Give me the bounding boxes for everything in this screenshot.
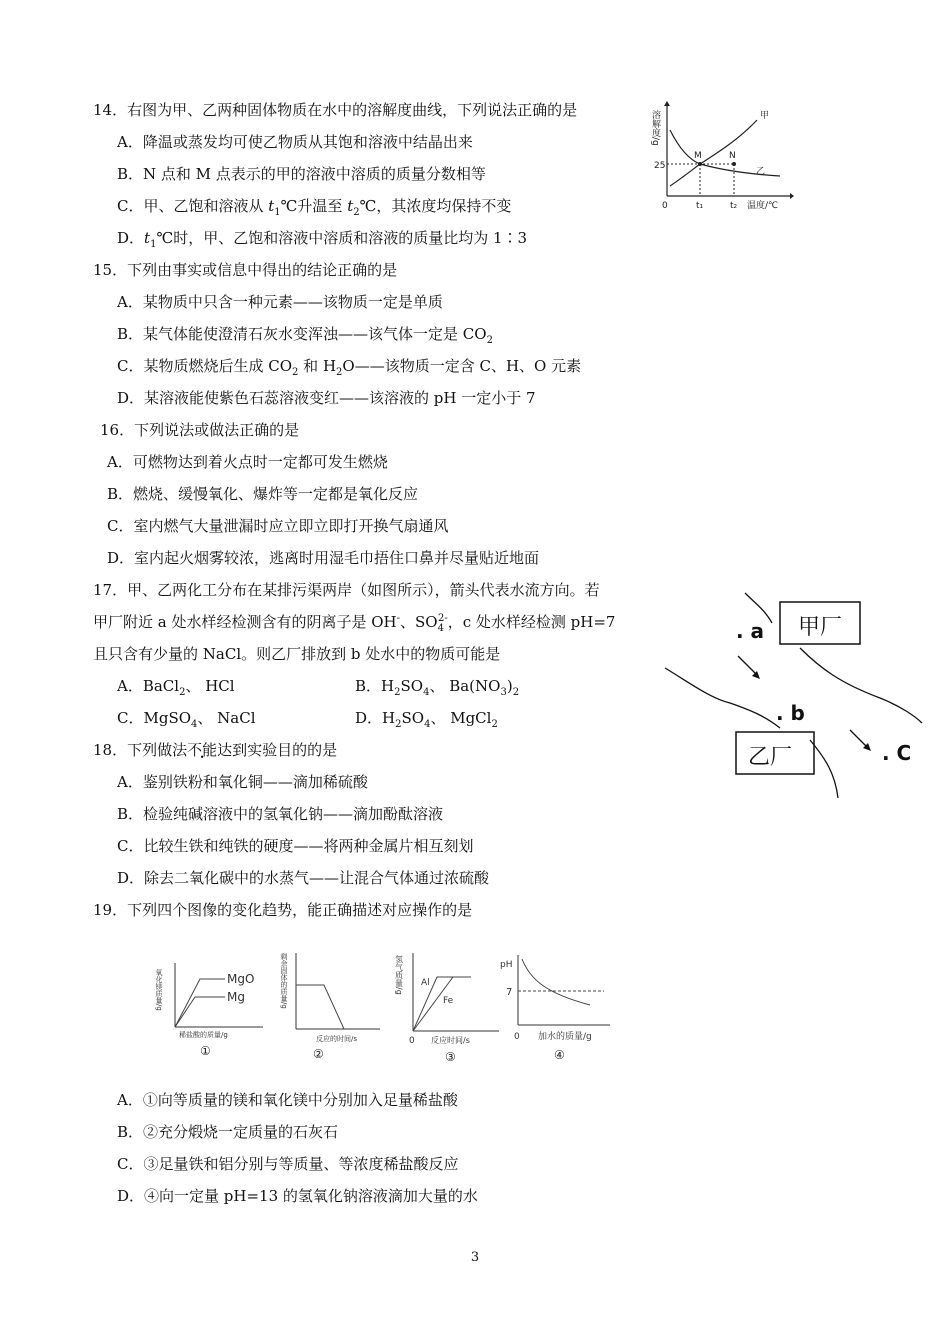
q17-option-d: D．$H_2SO_4$、 MgCl$_2$ [355, 709, 498, 730]
factory-jia-label: 甲厂 [798, 615, 843, 640]
g1-number: ① [200, 1044, 211, 1058]
q15-option-c: C．某物质燃烧后生成 $CO_2$ 和 $H_2O——$该物质一定含 C、H、O 元素 [117, 357, 582, 378]
g4-curve [522, 959, 590, 1005]
solubility-origin: 0 [662, 201, 668, 211]
g3-ylabel: 氢气质量/g [394, 955, 404, 995]
point-b-label: . b [776, 701, 805, 725]
q19-option-c: C．③足量铁和铝分别与等质量、等浓度稀盐酸反应 [117, 1155, 459, 1173]
g4-seven: 7 [506, 987, 513, 998]
g1-mg-label: Mg [227, 990, 245, 1004]
graph-3 [395, 945, 505, 1063]
q18-stem: 18．下列做法不能达到实验目的的是 [93, 741, 338, 759]
q19-stem: 19．下列四个图像的变化趋势，能正确描述对应操作的是 [93, 901, 473, 919]
label-yi: 乙 [756, 167, 766, 177]
graph-1 [155, 955, 270, 1060]
q17-line1: 17．甲、乙两化工分布在某排污渠两岸（如图所示），箭头代表水流方向。若 [93, 581, 600, 599]
g3-al-label: Al [421, 978, 430, 988]
q17-line3: 且只含有少量的 NaCl。则乙厂排放到 b 处水中的物质可能是 [93, 645, 501, 663]
factory-diagram [660, 588, 930, 808]
page-number: 3 [470, 1250, 480, 1265]
q16-stem: 16．下列说法或做法正确的是 [100, 421, 300, 439]
solubility-ylabel: 溶解度/g [650, 110, 660, 146]
curve-jia [670, 120, 757, 186]
graph-2 [280, 945, 390, 1060]
q15-option-d: D．某溶液能使紫色石蕊溶液变红——该溶液的 pH 一定小于 7 [117, 389, 536, 407]
q16-option-c: C．室内燃气大量泄漏时应立即立即打开换气扇通风 [107, 517, 449, 535]
solubility-y25: 25 [654, 161, 666, 171]
g4-ylabel: pH [500, 960, 513, 970]
q16-option-b: B．燃烧、缓慢氧化、爆炸等一定都是氧化反应 [107, 485, 419, 503]
label-jia: 甲 [760, 111, 770, 121]
g4-xlabel: 加水的质量/g [538, 1032, 592, 1042]
q14-option-c: C．甲、乙饱和溶液从 $t_1℃$升温至 $t_2℃$，其浓度均保持不变 [117, 197, 512, 218]
g1-ylabel: 氧化镁质量/g [155, 969, 163, 1011]
graph-4 [500, 945, 625, 1063]
q18-option-a: A．鉴别铁粉和氧化铜——滴加稀硫酸 [117, 773, 368, 791]
g3-origin: 0 [409, 1036, 415, 1046]
g3-number: ③ [445, 1050, 456, 1064]
g2-ylabel: 剩余固体的质量/g [280, 953, 288, 1009]
point-c-label: . C [882, 741, 912, 765]
g4-number: ④ [554, 1048, 565, 1062]
g2-xlabel: 反应的时间/s [316, 1035, 358, 1043]
q17-option-a: A．BaCl$_2$、 HCl [117, 677, 235, 698]
solubility-t1: t₁ [696, 201, 704, 211]
q16-option-a: A．可燃物达到着火点时一定都可发生燃烧 [107, 453, 388, 471]
g2-line [296, 985, 344, 1029]
q19-option-b: B．②充分煅烧一定质量的石灰石 [117, 1123, 339, 1141]
q15-option-b: B．某气体能使澄清石灰水变浑浊——该气体一定是 $CO_2$ [117, 325, 493, 346]
g1-xlabel: 稀盐酸的质量/g [179, 1031, 228, 1039]
q14-stem: 14．右图为甲、乙两种固体物质在水中的溶解度曲线，下列说法正确的是 [93, 101, 578, 119]
q19-option-a: A．①向等质量的镁和氧化镁中分别加入足量稀盐酸 [117, 1091, 458, 1109]
solubility-xlabel: 温度/℃ [747, 201, 779, 211]
g3-fe-label: Fe [443, 996, 454, 1006]
point-a-label: . a [736, 619, 765, 643]
q18-emphasis: 不能 [187, 741, 218, 759]
q17-line2: 甲厂附近 a 处水样经检测含有的阴离子是 OH-、$SO_4^{2-}$，c 处水样经检测 pH=7 [93, 613, 616, 634]
g1-mgo-label: MgO [227, 972, 255, 986]
q14-option-b: B．N 点和 M 点表示的甲的溶液中溶质的质量分数相等 [117, 165, 486, 183]
point-n: N [729, 151, 736, 161]
g4-origin: 0 [514, 1032, 520, 1042]
q15-stem: 15．下列由事实或信息中得出的结论正确的是 [93, 261, 398, 279]
q15-option-a: A．某物质中只含一种元素——该物质一定是单质 [117, 293, 443, 311]
q14-option-a: A．降温或蒸发均可使乙物质从其饱和溶液中结晶出来 [117, 133, 473, 151]
g2-number: ② [313, 1047, 324, 1061]
q18-option-b: B．检验纯碱溶液中的氢氧化钠——滴加酚酞溶液 [117, 805, 444, 823]
factory-yi-label: 乙厂 [748, 745, 793, 770]
flow-arrow-c [850, 730, 868, 748]
point-m: M [694, 151, 702, 161]
solubility-graph [652, 98, 794, 216]
solubility-t2: t₂ [730, 201, 738, 211]
q17-option-c: C．MgSO$_4$、 NaCl [117, 709, 256, 730]
q17-option-b: B．$H_2SO_4$、 $Ba(NO_3)_2$ [355, 677, 520, 698]
q19-option-d: D．④向一定量 pH=13 的氢氧化钠溶液滴加大量的水 [117, 1187, 478, 1205]
g3-xlabel: 反应时间/s [431, 1036, 470, 1045]
q18-option-d: D．除去二氧化碳中的水蒸气——让混合气体通过浓硫酸 [117, 869, 490, 887]
q16-option-d: D．室内起火烟雾较浓，逃离时用湿毛巾捂住口鼻并尽量贴近地面 [107, 549, 540, 567]
q14-option-d: D．$t_1℃$时，甲、乙饱和溶液中溶质和溶液的质量比均为 1∶3 [117, 229, 528, 250]
g1-line-mgo [175, 979, 225, 1027]
q18-option-c: C．比较生铁和纯铁的硬度——将两种金属片相互刻划 [117, 837, 474, 855]
